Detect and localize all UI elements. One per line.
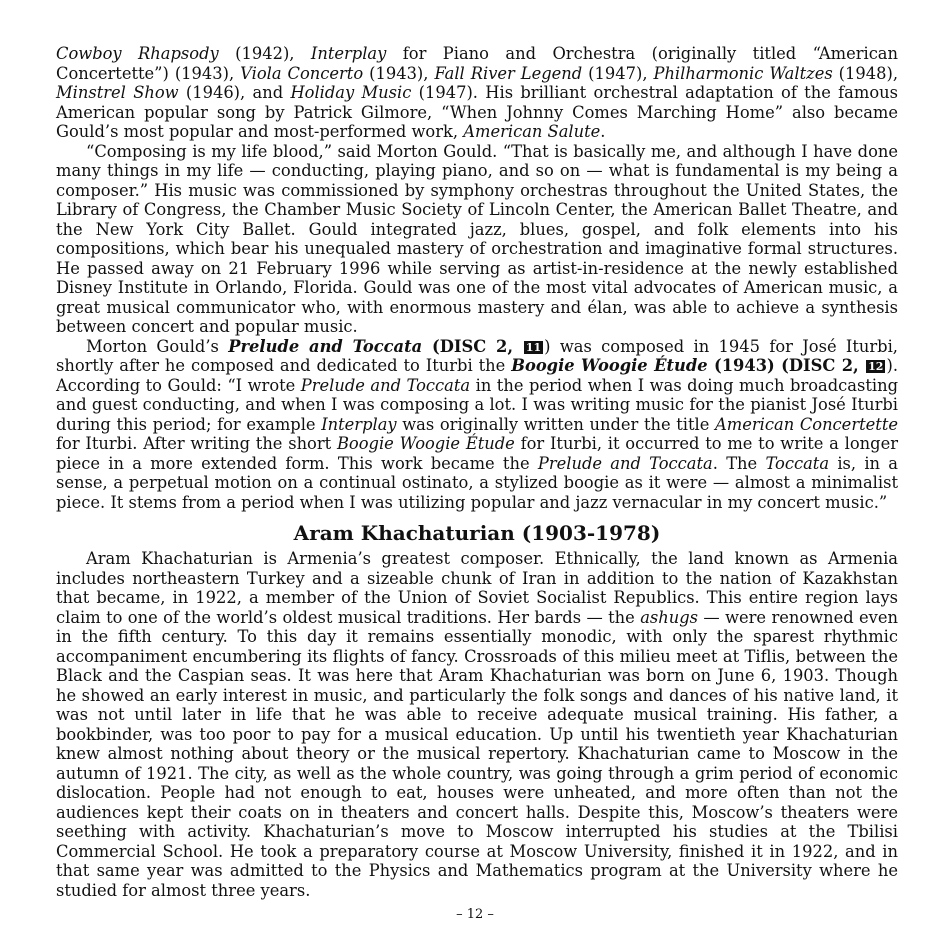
work-title: Viola Concerto	[240, 63, 364, 83]
track-number-badge: 11	[525, 340, 542, 354]
khachaturian-paragraph	[56, 549, 898, 900]
body-text: .	[600, 122, 606, 141]
track-number-badge: 12	[868, 360, 884, 373]
work-title: Cowboy Rhapsody	[56, 44, 219, 63]
work-title: Boogie Woogie Étude	[511, 356, 708, 375]
body-text: Morton Gould’s	[86, 336, 229, 356]
work-title: American Concertette	[715, 414, 898, 434]
page-number: – 12 –	[456, 907, 494, 922]
body-text: (1948),	[832, 63, 898, 83]
work-title: Philharmonic Waltzes	[653, 63, 833, 83]
work-title: Boogie Woogie Étude	[336, 434, 515, 453]
work-title: Fall River Legend	[434, 63, 583, 83]
body-text: for Iturbi, it occurred to me to write a longer piece in a more extended form. This work became the	[56, 434, 898, 473]
body-text: Aram Khachaturian is Armenia’s greatest composer. Ethnically, the land known as Armenia includes northeastern Turkey and a sizeable chunk of Iran in addition to the nation of Kazakhstan that became, in 1922, a member of the Union of Soviet Socialist Republics. This entire region lays claim to one of the world’s oldest musical traditions. Her bards — the	[56, 549, 898, 627]
disc-reference: (DISC 2,	[422, 336, 523, 356]
work-title: Toccata	[765, 453, 830, 473]
work-title: American Salute	[463, 122, 601, 141]
gould-paragraph-quote: “Composing is my life blood,” said Morton Gould. “That is basically me, and although I have done many things in my life — conducting, playing piano, and so on — what is fundamental is my being a composer.” His music was commissioned by symphony orchestras throughout the United States, the Library of Congress, the Chamber Music Society of Lincoln Center, the American Ballet Theatre, and the New York City Ballet. Gould integrated jazz, blues, gospel, and folk elements into his compositions, which bear his unequaled mastery of orchestration and imaginative formal structures. He passed away on 21 February 1996 while serving as artist-in-residence at the newly established Disney Institute in Orlando, Florida. Gould was one of the most vital advocates of American music, a great musical communicator who, with enormous mastery and élan, was able to achieve a synthesis between concert and popular music.	[56, 141, 898, 336]
work-title: Holiday Music	[290, 83, 412, 102]
body-text: for Piano and Orchestra (originally titled “American Concertette”) (1943),	[56, 44, 899, 83]
body-text: — were renowned even in the fifth century. To this day it remains essentially monodic, with only the sparest rhythmic accompaniment encumbering its flights of fancy. Crossroads of this milieu meet at Tiflis, between the Black and the Caspian seas. It was here that Aram Khachaturian was born on June 6, 1903. Though he showed an early interest in music, and particularly the folk songs and dances of his native land, it was not until later in life that he was able to receive adequate musical training. His father, a bookbinder, was too poor to pay for a musical education. Up until his twentieth year Khachaturian knew almost nothing about theory or the musical repertory. Khachaturian came to Moscow in the autumn of 1921. The city, as well as the whole country, was going through a grim period of economic dislocation. People had not enough to eat, houses were unheated, and more often than not the audiences kept their coats on in theaters and concert halls. Despite this, Moscow’s theaters were seething with activity. Khachaturian’s move to Moscow interrupted his studies at the Tbilisi Commercial School. He took a preparatory course at Moscow University, finished it in 1922, and in that same year was admitted to the Physics and Mathematics program at the University where he studied for almost three years.	[56, 607, 898, 900]
body-text: was originally written under the title	[396, 414, 716, 434]
gould-paragraph-works	[56, 44, 898, 142]
body-text: in the period when I was doing much broadcasting and guest conducting, and when I was composing a lot. I was writing music for the pianist José Iturbi during this period; for example	[56, 375, 899, 434]
work-title: Minstrel Show	[56, 83, 179, 102]
work-title: Interplay	[321, 414, 397, 434]
work-title: Prelude and Toccata	[300, 375, 471, 395]
work-title: Interplay	[310, 44, 387, 63]
body-text: (1943),	[363, 63, 435, 83]
body-text: for Iturbi. After writing the short	[56, 434, 337, 453]
body-text: (1946), and	[178, 83, 291, 102]
section-heading-khachaturian: Aram Khachaturian (1903-1978)	[293, 521, 661, 545]
body-text: (1942),	[218, 44, 311, 63]
disc-reference: (1943) (DISC 2,	[707, 356, 866, 375]
emphasized-term: ashugs	[640, 607, 698, 627]
body-text: is, in a sense, a perpetual motion on a continual ostinato, a stylized boogie as it were — almost a minimalist piece. It stems from a period when I was utilizing popular and jazz vernacular in my concert music.”	[56, 453, 898, 512]
body-text: (1947),	[582, 63, 654, 83]
work-title: Prelude and Toccata	[537, 453, 713, 473]
gould-paragraph-prelude	[56, 337, 898, 513]
page-body	[56, 44, 898, 900]
body-text: (1947). His brilliant orchestral adaptation of the famous American popular song by Patrick Gilmore, “When Johnny Comes Marching Home” also became Gould’s most popular and most-performed work,	[56, 83, 898, 141]
work-title: Prelude and Toccata	[228, 336, 423, 356]
body-text: ). According to Gould: “I wrote	[56, 356, 898, 395]
body-text: . The	[712, 453, 766, 473]
body-text: ) was composed in 1945 for José Iturbi, shortly after he composed and dedicated to Iturbi the	[56, 336, 898, 375]
